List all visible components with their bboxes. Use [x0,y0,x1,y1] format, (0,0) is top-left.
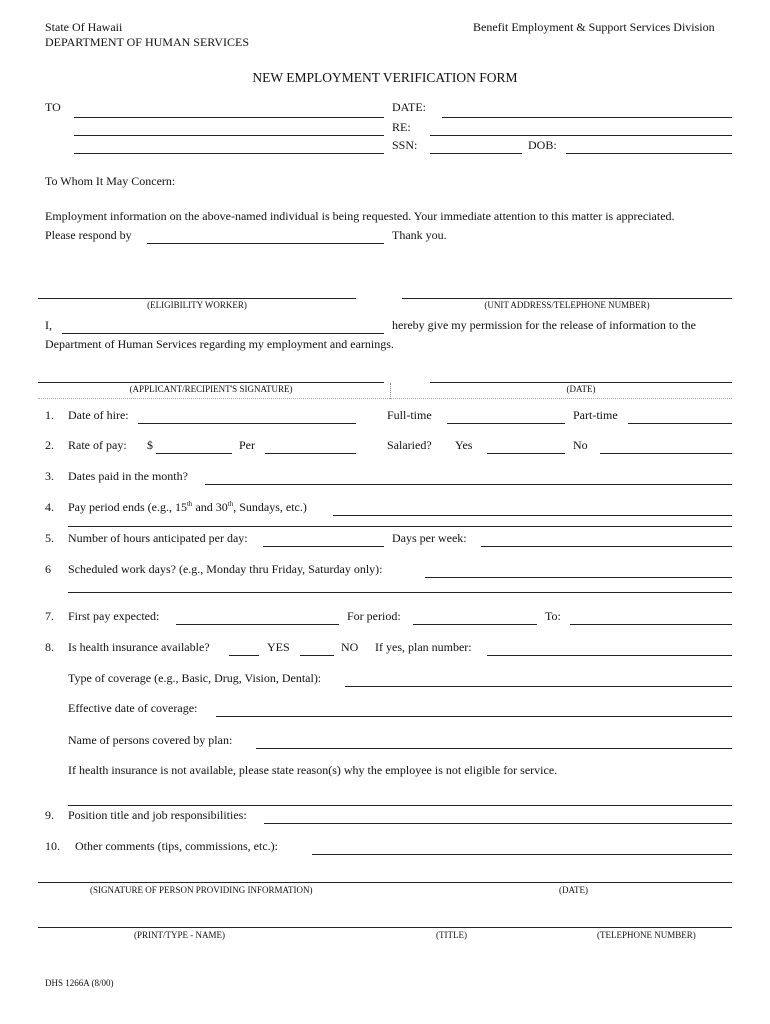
respond-by-label: Please respond by [45,228,132,242]
salaried-yes-field[interactable] [487,453,565,454]
applicant-date-caption: (DATE) [566,384,596,394]
re-field[interactable] [430,135,732,136]
applicant-name-field[interactable] [62,333,384,334]
re-label: RE: [392,120,411,134]
effective-date-label: Effective date of coverage: [68,701,198,715]
q1-label: Date of hire: [68,408,129,422]
days-per-week-field[interactable] [481,546,732,547]
effective-date-field[interactable] [216,716,732,717]
q4-label: Pay period ends (e.g., 15th and 30th, Sundays, etc.) [68,500,307,514]
date-of-hire-field[interactable] [138,423,356,424]
date-label: DATE: [392,100,426,114]
first-pay-field[interactable] [176,624,339,625]
eligibility-worker-caption: (ELIGIBILITY WORKER) [147,300,247,310]
fulltime-label: Full-time [387,408,432,422]
coverage-type-field[interactable] [345,686,732,687]
to-line-3[interactable] [74,153,384,154]
applicant-date-line[interactable] [430,382,732,383]
ssn-field[interactable] [430,153,522,154]
permission-text-2: Department of Human Services regarding my employment and earnings. [45,337,394,351]
hours-per-day-field[interactable] [263,546,384,547]
salaried-no-label: No [573,438,588,452]
q5-label: Number of hours anticipated per day: [68,531,248,545]
salaried-yes-label: Yes [455,438,473,452]
q7-number: 7. [45,609,54,623]
parttime-field[interactable] [628,423,732,424]
position-title-field[interactable] [264,823,732,824]
q9-label: Position title and job responsibilities: [68,808,247,822]
divider [38,398,732,399]
persons-covered-label: Name of persons covered by plan: [68,733,233,747]
to-line-1[interactable] [74,117,384,118]
i-label: I, [45,318,52,332]
provider-signature-caption: (SIGNATURE OF PERSON PROVIDING INFORMATION) [90,885,313,895]
department-name: DEPARTMENT OF HUMAN SERVICES [45,35,250,49]
q9-number: 9. [45,808,54,822]
salutation: To Whom It May Concern: [45,174,176,188]
insurance-yes-field[interactable] [229,655,259,656]
ssn-label: SSN: [392,138,418,152]
q10-label: Other comments (tips, commissions, etc.): [75,839,278,853]
applicant-signature-caption: (APPLICANT/RECIPIENT'S SIGNATURE) [129,384,293,394]
q2-number: 2. [45,438,54,452]
dates-paid-field[interactable] [205,484,732,485]
provider-signature-line[interactable] [38,882,732,883]
to-line-2[interactable] [74,135,384,136]
q5-number: 5. [45,531,54,545]
q1-number: 1. [45,408,54,422]
state-name: State Of Hawaii [45,20,123,34]
applicant-signature-line[interactable] [38,382,384,383]
persons-covered-field[interactable] [256,748,732,749]
unit-address-caption: (UNIT ADDRESS/TELEPHONE NUMBER) [484,300,650,310]
insurance-no-field[interactable] [300,655,334,656]
form-title: NEW EMPLOYMENT VERIFICATION FORM [252,70,518,85]
print-name-line[interactable] [38,927,732,928]
permission-text-1: hereby give my permission for the release of information to the [392,318,696,332]
pay-per-field[interactable] [265,453,356,454]
q6-label: Scheduled work days? (e.g., Monday thru Friday, Saturday only): [68,562,383,576]
other-comments-field[interactable] [312,854,732,855]
q10-number: 10. [45,839,60,853]
not-available-label: If health insurance is not available, please state reason(s) why the employee is not eligible for service. [68,763,558,777]
q3-number: 3. [45,469,54,483]
division-name: Benefit Employment & Support Services Division [473,20,715,34]
per-label: Per [239,438,255,452]
scheduled-days-field-2[interactable] [68,592,732,593]
scheduled-days-field[interactable] [425,577,732,578]
plan-number-label: If yes, plan number: [375,640,472,654]
to-label: TO [45,100,61,114]
eligibility-worker-line[interactable] [38,298,356,299]
days-per-week-label: Days per week: [392,531,467,545]
respond-by-field[interactable] [147,243,384,244]
q4-number: 4. [45,500,54,514]
to-period-label: To: [545,609,561,623]
title-caption: (TITLE) [436,930,467,940]
request-text: Employment information on the above-named individual is being requested. Your immediate attention to this matter is appreciated. [45,209,675,223]
salaried-no-field[interactable] [600,453,732,454]
dob-label: DOB: [528,138,557,152]
coverage-type-label: Type of coverage (e.g., Basic, Drug, Vision, Dental): [68,671,322,685]
unit-address-line[interactable] [402,298,732,299]
q6-number: 6 [45,562,51,576]
telephone-caption: (TELEPHONE NUMBER) [597,930,696,940]
provider-date-caption: (DATE) [559,885,588,895]
q7-label: First pay expected: [68,609,160,623]
q8-label: Is health insurance available? [68,640,210,654]
pay-period-field-2[interactable] [68,526,732,527]
not-available-field[interactable] [68,805,732,806]
divider [390,383,392,399]
rate-of-pay-field[interactable] [156,453,232,454]
for-period-field[interactable] [413,624,537,625]
dob-field[interactable] [566,153,732,154]
date-field[interactable] [442,117,732,118]
q8-number: 8. [45,640,54,654]
print-name-caption: (PRINT/TYPE - NAME) [134,930,225,940]
plan-number-field[interactable] [487,655,732,656]
pay-period-field[interactable] [333,515,732,516]
for-period-label: For period: [347,609,401,623]
salaried-label: Salaried? [387,438,432,452]
to-period-field[interactable] [570,624,732,625]
parttime-label: Part-time [573,408,618,422]
fulltime-field[interactable] [447,423,565,424]
thank-you-text: Thank you. [392,228,447,242]
insurance-yes-label: YES [267,640,290,654]
insurance-no-label: NO [341,640,359,654]
dollar-sign: $ [147,438,153,452]
form-id: DHS 1266A (8/00) [45,978,114,988]
q3-label: Dates paid in the month? [68,469,188,483]
q2-label: Rate of pay: [68,438,127,452]
